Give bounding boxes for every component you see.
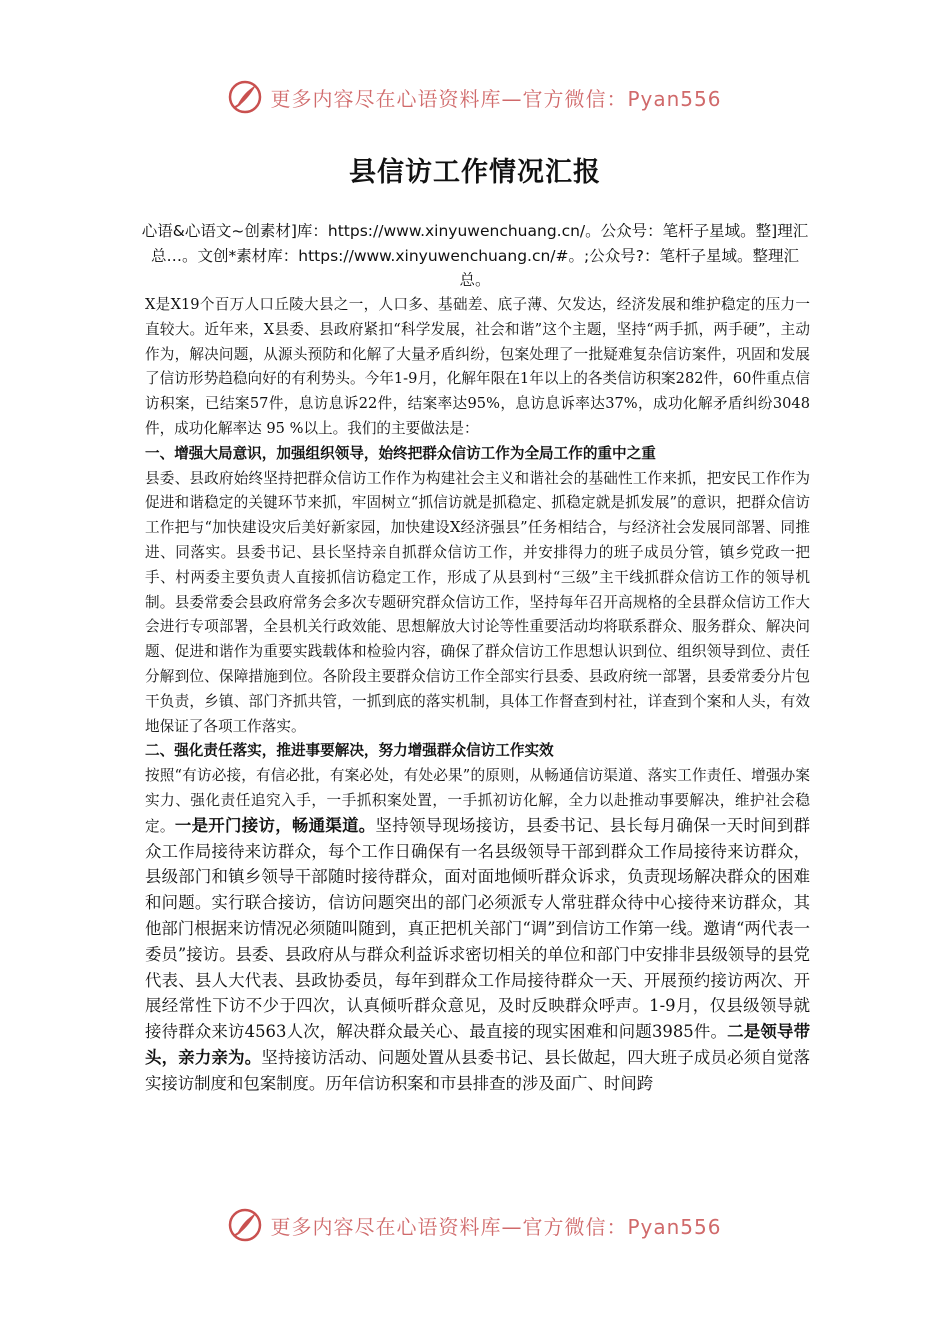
point-2-heading: 二是领导带头，亲力亲为。 xyxy=(145,1022,811,1067)
point-1-heading: 一是开门接访，畅通渠道。 xyxy=(174,815,376,835)
section-2-intro: 按照“有访必接，有信必批，有案必处，有处必果”的原则，从畅通信访渠道、落实工作责任、增强办案实力、强化责任追究入手，一手抓积案处置，一手抓初访化解，全力以赴推动事要解决，维护社会稳定。 xyxy=(145,767,810,835)
point-1-text: 坚持领导现场接访，县委书记、县长每月确保一天时间到群众工作局接待来访群众，每个工作日确保有一名县级领导干部到群众工作局接待来访群众，县级部门和镇乡领导干部随时接待群众，面对面地倾听群众诉求，负责现场解决群众的困难和问题。实行联合接访，信访问题突出的部门必须派专人常驻群众待中心接待来访群众，其他部门根据来访情况必须随叫随到，真正把机关部门“调”到信访工作第一线。邀请“两代表一委员”接访。县委、县政府从与群众利益诉求密切相关的单位和部门中安排非县级领导的县党代表、县人大代表、县政协委员，每年到群众工作局接待群众一天、开展预约接访两次、开展经常性下访不少于四次，认真倾听群众意见，及时反映群众呼声。1-9月，仅县级领导就接待群众来访4563人次，解决群众最关心、最直接的现实困难和问题3985件。 xyxy=(145,815,811,1042)
watermark-header xyxy=(0,80,950,114)
watermark-text: 更多内容尽在心语资料库—官方微信：Pyan556 xyxy=(270,86,722,111)
point-2-text: 坚持接访活动、问题处置从县委书记、县长做起，四大班子成员必须自觉落实接访制度和包案制度。历年信访积案和市县排查的涉及面广、时间跨 xyxy=(145,1047,811,1093)
intro-paragraph: X是X19个百万人口丘陵大县之一，人口多、基础差、底子薄、欠发达，经济发展和维护稳定的压力一直较大。近年来，X县委、县政府紧扣“科学发展，社会和谐”这个主题，坚持“两手抓，两手硬”，主动作为，解决问题，从源头预防和化解了大量矛盾纠纷，包案处理了一批疑难复杂信访案件，巩固和发展了信访形势趋稳向好的有利势头。今年1-9月，化解年限在1年以上的各类信访积案282件，60件重点信访积案，已结案57件，息访息诉22件，结案率达95%，息访息诉率达37%，成功化解矛盾纠纷3048件，成功化解率达 95 %以上。我们的主要做法是： xyxy=(145,296,810,437)
watermark-footer xyxy=(0,1208,950,1242)
section-2-paragraph xyxy=(145,764,810,1097)
section-heading-2: 二、强化责任落实，推进事要解决，努力增强群众信访工作实效 xyxy=(145,742,554,760)
quill-logo-icon xyxy=(228,1208,262,1242)
document-title: 县信访工作情况汇报 xyxy=(349,157,601,188)
quill-logo-icon xyxy=(228,80,262,114)
source-line: 心语&心语文~创素材]库：https://www.xinyuwenchuang.cn/。公众号：笔杆子星域。整]理汇总…。文创*素材库：https://www.xinyuwenchuang.cn/#。;公众号?：笔杆子星域。整理汇总。 xyxy=(141,222,809,289)
section-1-paragraph: 县委、县政府始终坚持把群众信访工作作为构建社会主义和谐社会的基础性工作来抓，把安民工作作为促进和谐稳定的关键环节来抓，牢固树立“抓信访就是抓稳定、抓稳定就是抓发展”的意识，把群众信访工作把与“加快建设灾后美好新家园，加快建设X经济强县”任务相结合，与经济社会发展同部署、同推进、同落实。县委书记、县长坚持亲自抓群众信访工作，并安排得力的班子成员分管，镇乡党政一把手、村两委主要负责人直接抓信访稳定工作，形成了从县到村“三级”主干线抓群众信访工作的领导机制。县委常委会县政府常务会多次专题研究群众信访工作，坚持每年召开高规格的全县群众信访工作大会进行专项部署，全县机关行政效能、思想解放大讨论等性重要活动均将联系群众、服务群众、解决问题、促进和谐作为重要实践载体和检验内容，确保了群众信访工作思想认识到位、组织领导到位、责任分解到位、保障措施到位。各阶段主要群众信访工作全部实行县委、县政府统一部署，县委常委分片包干负责，乡镇、部门齐抓共管，一抓到底的落实机制，具体工作督查到村社，详查到个案和人头，有效地保证了各项工作落实。 xyxy=(145,469,810,735)
watermark-text: 更多内容尽在心语资料库—官方微信：Pyan556 xyxy=(270,1214,722,1239)
section-heading-1: 一、增强大局意识，加强组织领导，始终把群众信访工作为全局工作的重中之重 xyxy=(145,444,656,462)
document-body xyxy=(145,293,810,1098)
